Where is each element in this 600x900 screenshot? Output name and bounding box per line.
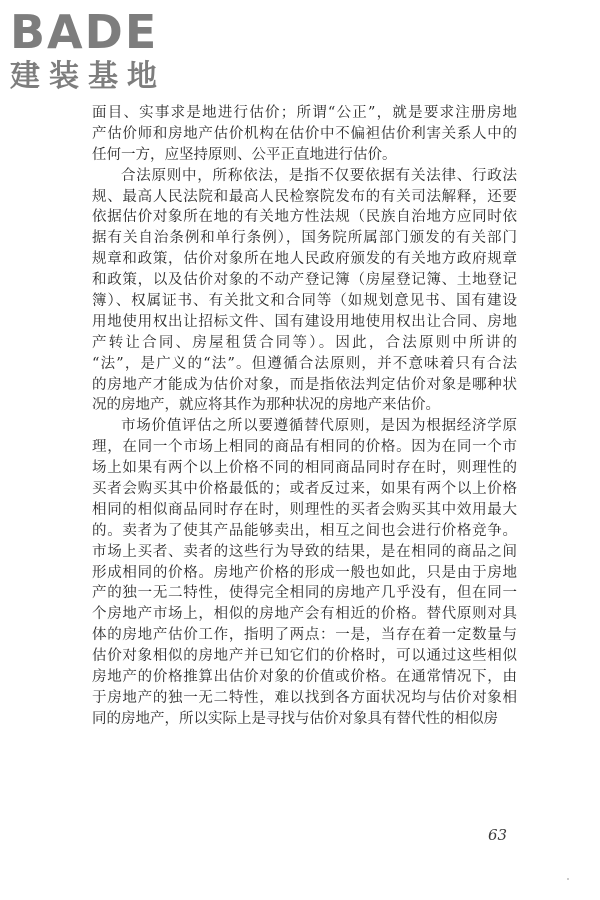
text-line: 体的房地产估价工作，指明了两点：一是，当存在着一定数量与 [92, 627, 517, 644]
text-line: 相同的相似商品同时存在时，则理性的买者会购买其中效用最大 [92, 501, 517, 518]
text-line: 产估价师和房地产估价机构在估价中不偏袒估价利害关系人中的 [92, 125, 517, 142]
text-line: 同的房地产，所以实际上是寻找与估价对象具有替代性的相似房 [92, 710, 498, 727]
body-text [92, 103, 517, 730]
text-line: 规章和政策，估价对象所在地人民政府颁发的有关地方政府规章 [92, 251, 517, 268]
text-line: 任何一方，应坚持原则、公平正直地进行估价。 [92, 146, 397, 163]
text-line: 场上如果有两个以上价格不同的相同商品同时存在时，则理性的 [92, 460, 517, 477]
text-line: 买者会购买其中价格最低的；或者反过来，如果有两个以上价格 [92, 481, 517, 498]
brand-logo [8, 6, 178, 96]
text-line: 合法原则中，所称依法，是指不仅要依据有关法律、行政法 [121, 167, 517, 184]
text-line: 于房地产的独一无二特性，难以找到各方面状况均与估价对象相 [92, 689, 517, 706]
text-line: 市场上买者、卖者的这些行为导致的结果，是在相同的商品之间 [92, 543, 517, 560]
text-line: 市场价值评估之所以要遵循替代原则，是因为根据经济学原 [121, 418, 517, 435]
paragraph [92, 416, 517, 729]
text-line: 个房地产市场上，相似的房地产会有相近的价格。替代原则对具 [92, 606, 517, 623]
text-line: 产的独一无二特性，使得完全相同的房地产几乎没有，但在同一 [92, 585, 517, 602]
text-line: 用地使用权出让招标文件、国有建设用地使用权出让合同、房地 [92, 313, 517, 330]
text-line: 产转让合同、房屋租赁合同等）。因此，合法原则中所讲的 [92, 334, 517, 351]
text-line: 簿）、权属证书、有关批文和合同等（如规划意见书、国有建设 [92, 293, 517, 310]
text-line: 面目、实事求是地进行估价；所谓“公正”，就是要求注册房地 [92, 105, 517, 121]
text-line: 估价对象相似的房地产并已知它们的价格时，可以通过这些相似 [92, 648, 517, 665]
text-line: 和政策，以及估价对象的不动产登记簿（房屋登记簿、土地登记 [92, 272, 517, 289]
page-number: 63 [488, 826, 508, 844]
text-line: 的。卖者为了使其产品能够卖出，相互之间也会进行价格竞争。 [92, 522, 517, 539]
text-line: 依据估价对象所在地的有关地方性法规（民族自治地方应同时依 [92, 209, 517, 226]
text-line: 规、最高人民法院和最高人民检察院发布的有关司法解释，还要 [92, 188, 517, 205]
logo-chinese-name: 建装基地 [10, 59, 166, 94]
paragraph [92, 103, 517, 166]
text-line: 据有关自治条例和单行条例），国务院所属部门颁发的有关部门 [92, 230, 517, 247]
text-line: 形成相同的价格。房地产价格的形成一般也如此，只是由于房地 [92, 564, 517, 581]
paragraph [92, 166, 517, 417]
text-line: 理，在同一个市场上相同的商品有相同的价格。因为在同一个市 [92, 439, 517, 456]
text-line: 的房地产才能成为估价对象，而是指依法判定估价对象是哪种状 [92, 376, 517, 393]
text-line: 房地产的价格推算出估价对象的价值或价格。在通常情况下，由 [92, 669, 517, 686]
scan-speck [567, 878, 569, 880]
logo-wordmark: BADE [10, 5, 159, 59]
text-line: 况的房地产，就应将其作为那种状况的房地产来估价。 [92, 397, 440, 414]
text-line: “法”，是广义的“法”。但遵循合法原则，并不意味着只有合法 [92, 355, 517, 372]
